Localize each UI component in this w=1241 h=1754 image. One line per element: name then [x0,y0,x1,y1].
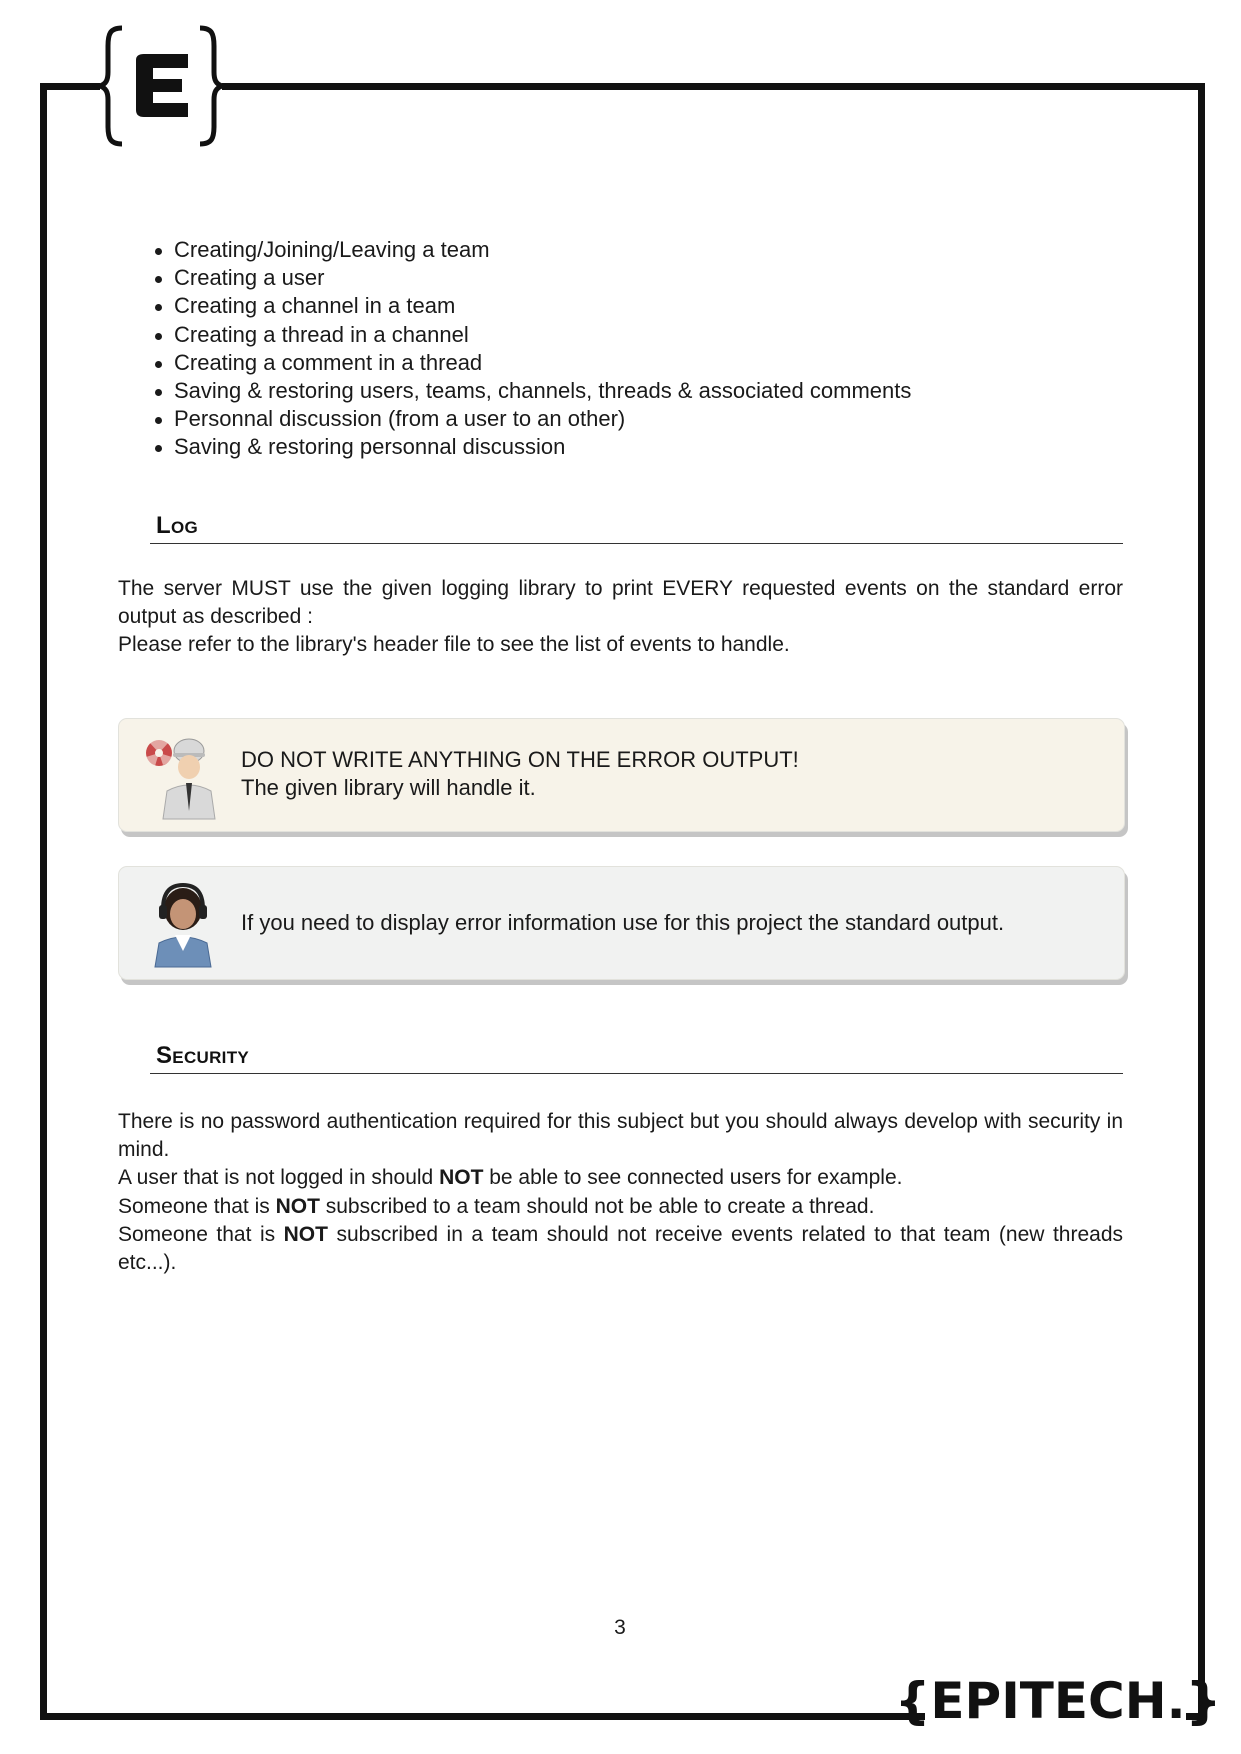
feature-list [152,236,911,462]
frame-bottom-border [40,1713,925,1720]
frame-right-border [1198,83,1205,1723]
info-text: If you need to display error information use for this project the standard output. [241,910,1005,935]
frame-top-left-border [40,83,100,90]
list-item: Creating a thread in a channel [152,321,911,349]
hazard-engineer-icon [141,731,221,821]
log-paragraph [118,575,1123,660]
bullet-icon [155,276,162,283]
bullet-icon [155,304,162,311]
bullet-icon [155,389,162,396]
list-item: Personnal discussion (from a user to an other) [152,405,911,433]
security-intro: There is no password authentication required for this subject but you should always develop with security in mind. [118,1110,1123,1162]
page-number: 3 [614,1616,626,1639]
list-item: Creating a user [152,264,911,292]
bullet-icon [155,417,162,424]
frame-left-border [40,83,47,1720]
epitech-brand-logo [894,1666,1222,1736]
bullet-icon [155,248,162,255]
bullet-icon [155,333,162,340]
list-item: Saving & restoring users, teams, channels, threads & associated comments [152,377,911,405]
list-item: Creating a channel in a team [152,292,911,320]
list-item: Saving & restoring personnal discussion [152,433,911,461]
security-heading-text: Security [156,1042,250,1069]
headset-operator-icon [141,879,221,969]
log-heading-text: Log [156,512,199,539]
log-description: The server MUST use the given logging library to print EVERY requested events on the standard error output as described : [118,577,1123,629]
log-reference-note: Please refer to the library's header file to see the list of events to handle. [118,633,790,657]
list-item: Creating/Joining/Leaving a team [152,236,911,264]
frame-top-right-border [222,83,1205,90]
warning-line-1: DO NOT WRITE ANYTHING ON THE ERROR OUTPUT! [241,747,799,772]
warning-line-2: The given library will handle it. [241,775,536,800]
svg-text:{EPITECH.}: {EPITECH.} [894,1672,1222,1730]
info-notice-box [118,866,1125,980]
security-paragraph [118,1108,1123,1277]
security-rule-create-thread: Someone that is NOT subscribed to a team should not be able to create a thread. [118,1194,875,1218]
log-section-heading [150,501,1123,544]
list-item: Creating a comment in a thread [152,349,911,377]
bullet-icon [155,361,162,368]
security-rule-events: Someone that is NOT subscribed in a team should not receive events related to that team (new threads etc...). [118,1222,1124,1275]
warning-notice-box [118,718,1125,832]
bullet-icon [155,445,162,452]
epitech-e-logo [98,24,224,148]
security-rule-logged-in: A user that is not logged in should NOT be able to see connected users for example. [118,1166,903,1190]
security-section-heading [150,1031,1123,1074]
